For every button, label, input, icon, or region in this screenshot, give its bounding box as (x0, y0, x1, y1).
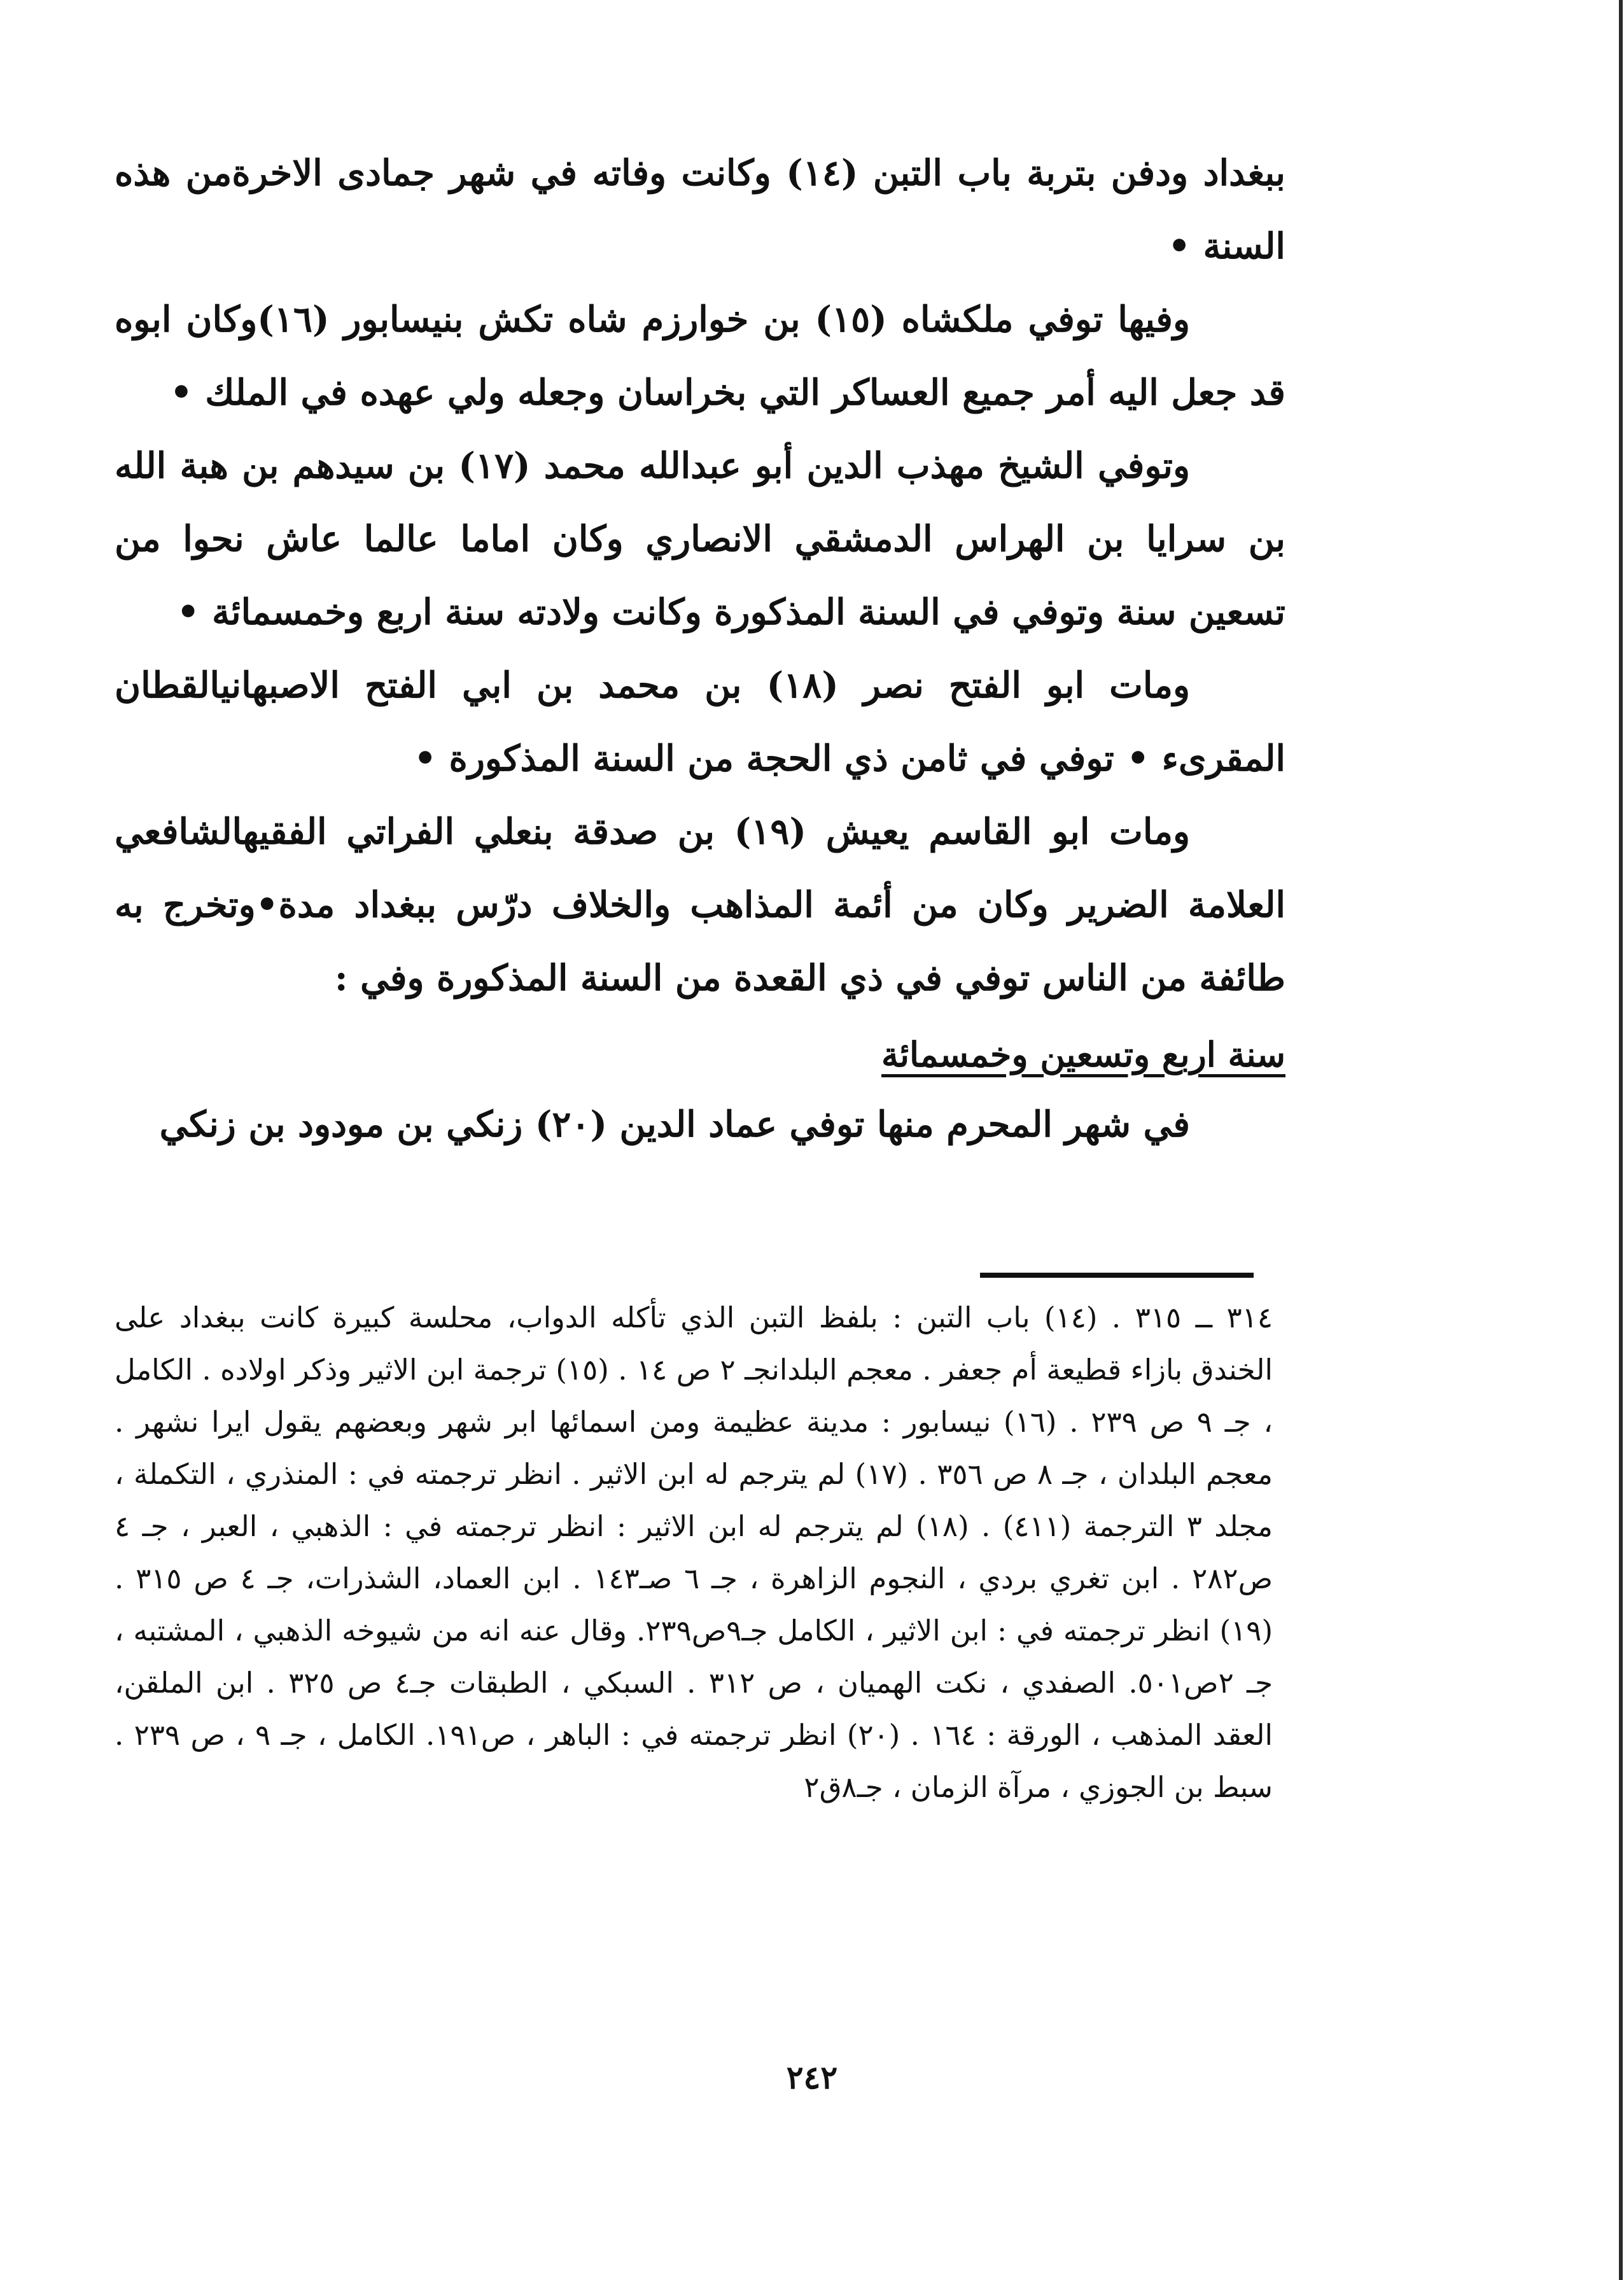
paragraph-5: ومات ابو القاسم يعيش (١٩) بن صدقة بنعلي الفراتي الفقيهالشافعي العلامة الضرير وكان من أئمة المذاهب والخلاف درّس ببغداد مدة•وتخرج به طائفة من الناس توفي في ذي القعدة من السنة المذكورة وفي : (115, 811, 1285, 999)
paragraph-2: وفيها توفي ملكشاه (١٥) بن خوارزم شاه تكش بنيسابور (١٦)وكان ابوه قد جعل اليه أمر جميع العساكر التي بخراسان وجعله ولي عهده في الملك • (115, 298, 1285, 414)
paragraph-3: وتوفي الشيخ مهذب الدين أبو عبدالله محمد (١٧) بن سيدهم بن هبة الله بن سرايا بن الهراس الدمشقي الانصاري وكان اماما عالما عاش نحوا من تسعين سنة وتوفي في السنة المذكورة وكانت ولادته سنة اربع وخمسمائة • (115, 445, 1285, 633)
footnotes: ٣١٤ ــ ٣١٥ . (١٤) باب التبن : بلفظ التبن الذي تأكله الدواب، محلسة كبيرة كانت ببغداد على الخندق بازاء قطيعة أم جعفر . معجم البلدانجـ ٢ ص ١٤ . (١٥) ترجمة ابن الاثير وذكر اولاده . الكامل ، جـ ٩ ص ٢٣٩ . (١٦) نيسابور : مدينة عظيمة ومن اسمائها ابر شهر وبعضهم يقول ايرا نشهر . معجم البلدان ، جـ ٨ ص ٣٥٦ . (١٧) لم يترجم له ابن الاثير . انظر ترجمته في : المنذري ، التكملة ، مجلد ٣ الترجمة (٤١١) . (١٨) لم يترجم له ابن الاثير : انظر ترجمته في : الذهبي ، العبر ، جـ ٤ ص٢٨٢ . ابن تغري بردي ، النجوم الزاهرة ، جـ ٦ صـ١٤٣ . ابن العماد، الشذرات، جـ ٤ ص ٣١٥ . (١٩) انظر ترجمته في : ابن الاثير ، الكامل جـ٩ص٢٣٩. وقال عنه انه من شيوخه الذهبي ، المشتبه ، جـ ٢ص٥٠١. الصفدي ، نكت الهميان ، ص ٣١٢ . السبكي ، الطبقات جـ٤ ص ٣٢٥ . ابن الملقن، العقد المذهب ، الورقة : ١٦٤ . (٢٠) انظر ترجمته في : الباهر ، ص١٩١. الكامل ، جـ ٩ ، ص ٢٣٩ . سبط بن الجوزي ، مرآة الزمان ، جـ٨ق٢ (115, 1301, 1273, 1804)
footnote-separator (980, 1273, 1254, 1278)
page-right-border (1619, 0, 1623, 2280)
page-content (115, 137, 1285, 1161)
page-number: ٢٤٢ (786, 2059, 838, 2096)
main-text (115, 137, 1285, 1161)
section-heading: سنة اربع وتسعين وخمسمائة (881, 1034, 1285, 1075)
paragraph-6: في شهر المحرم منها توفي عماد الدين (٢٠) زنكي بن مودود بن زنكي (159, 1103, 1190, 1145)
paragraph-4: ومات ابو الفتح نصر (١٨) بن محمد بن ابي الفتح الاصبهانيالقطان المقرىء • توفي في ثامن ذي الحجة من السنة المذكورة • (115, 664, 1285, 780)
paragraph-1: ببغداد ودفن بتربة باب التبن (١٤) وكانت وفاته في شهر جمادى الاخرةمن هذه السنة • (115, 152, 1286, 267)
